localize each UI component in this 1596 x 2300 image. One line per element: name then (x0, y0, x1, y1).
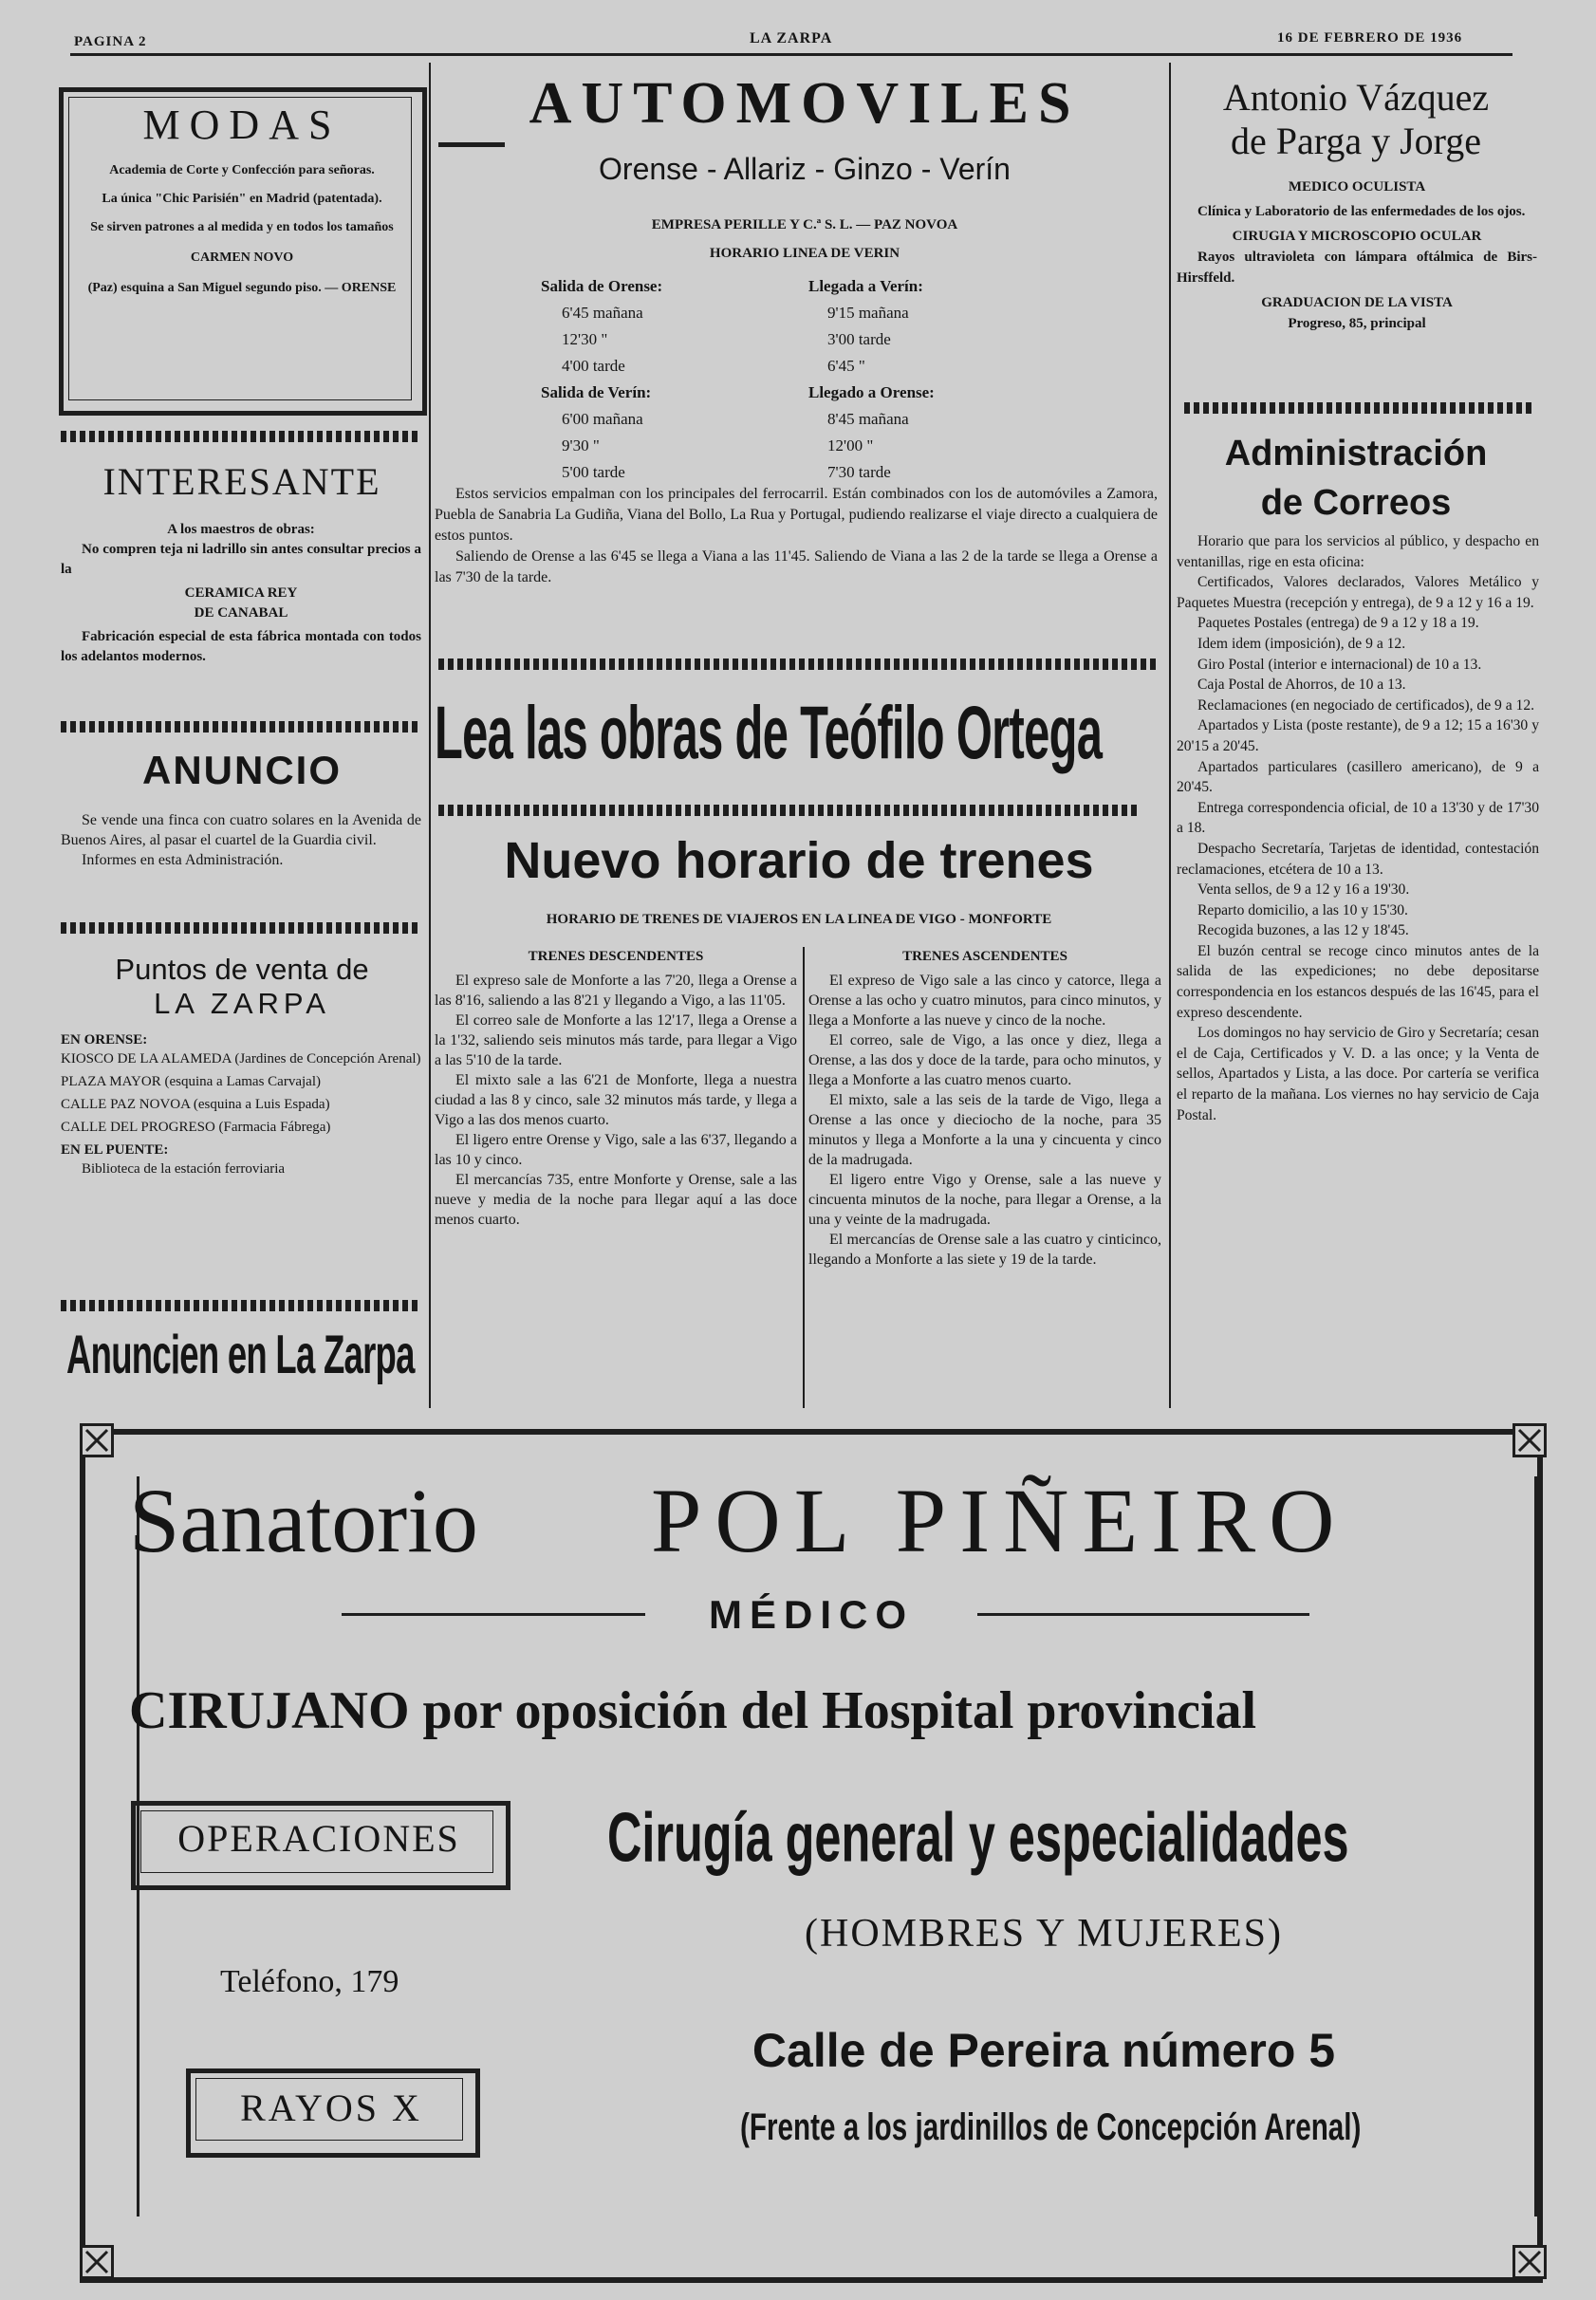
column-rule (1169, 63, 1171, 1408)
medico-name-line: de Parga y Jorge (1230, 120, 1482, 162)
lea-ortega-banner: Lea las obras de Teófilo Ortega (435, 691, 1103, 774)
asc-item: El correo, sale de Vigo, a las once y diez, llega a Orense, a las dos y doce de la tarde, para ocho minutos, y llega a Monforte a las cuatro menos cuarto. (808, 1032, 1161, 1088)
automoviles-horario: HORARIO LINEA DE VERIN (709, 246, 900, 261)
desc-item: El ligero entre Orense y Vigo, sale a las 6'37, llegando a las 10 y cinco. (435, 1132, 797, 1168)
correos-para: Los domingos no hay servicio de Giro y Secretaría; cesan el de Caja, Certificados y V. D. a las once; y la Venta de sellos, Apartados y Lista, a las doce. Por cartería se verifica el reparto de la mañana. Los viernes no hay servicio de Caja Postal. (1177, 1025, 1539, 1123)
puntos-item: KIOSCO DE LA ALAMEDA (Jardines de Concepción Arenal) (61, 1051, 421, 1067)
sanatorio-cirujano: CIRUJANO por oposición del Hospital provincial (129, 1681, 1257, 1740)
medico-name-line: Antonio Vázquez (1222, 76, 1490, 119)
puntos-title-line: Puntos de venta de (115, 953, 369, 986)
desc-item: El expreso sale de Monforte a las 7'20, llega a Orense a las 8'16, saliendo a las 8'21 y llegando a Vigo, a las 11'05. (435, 973, 797, 1009)
sanatorio-word: Sanatorio (129, 1470, 478, 1571)
schedule-cell: 8'45 mañana (827, 410, 909, 428)
interesante-line: No compren teja ni ladrillo sin antes consultar precios a la (61, 542, 421, 577)
medico-line: CIRUGIA Y MICROSCOPIO OCULAR (1232, 229, 1482, 244)
correos-para: Apartados particulares (casillero americano), de 9 a 20'45. (1177, 758, 1539, 796)
automoviles-note: Saliendo de Orense a las 6'45 se llega a Viana a las 11'45. Saliendo de Viana a las 2 de la tarde se llega a Orense a las 7'30 de la tarde. (435, 548, 1158, 585)
medico-title: MEDICO OCULISTA (1288, 179, 1426, 195)
schedule-header: Salida de Verín: (541, 383, 652, 401)
schedule-cell: 9'30 " (562, 436, 600, 454)
newspaper-name: LA ZARPA (750, 30, 833, 46)
modas-body (78, 161, 406, 298)
title-underline (438, 142, 505, 147)
modas-name: CARMEN NOVO (190, 250, 294, 265)
correos-para: Entrega correspondencia oficial, de 10 a 13'30 y de 17'30 a 18. (1177, 799, 1539, 837)
correos-title-line: de Correos (1260, 483, 1452, 523)
schedule-cell: 3'00 tarde (827, 330, 891, 348)
column-rule (429, 63, 431, 1408)
column-rule (803, 947, 805, 1408)
divider (438, 805, 1141, 816)
correos-para: El buzón central se recoge cinco minutos antes de la salida de las expediciones; no debe depositarse correspondencia en los estancos después de las 16'45, para el expreso descendente. (1177, 942, 1539, 1021)
schedule-header: Llegada a Verín: (808, 277, 923, 295)
modas-title: MODAS (142, 102, 342, 148)
rayos-label: RAYOS X (240, 2087, 422, 2129)
sanatorio-cirugia: Cirugía general y especialidades (607, 1798, 1349, 1877)
medico-line: Rayos ultravioleta con lámpara oftálmica de Birs-Hirsffeld. (1177, 250, 1537, 286)
automoviles-route: Orense - Allariz - Ginzo - Verín (599, 152, 1011, 186)
divider (61, 922, 421, 934)
desc-item: El correo sale de Monforte a las 12'17, llega a Orense a la 1'32, saliendo seis minutos más tarde, para llegar a Vigo a las 5'10 de la tarde. (435, 1012, 797, 1068)
divider (61, 1300, 421, 1311)
interesante-title: INTERESANTE (102, 460, 381, 503)
desc-item: El mixto sale a las 6'21 de Monforte, llega a nuestra ciudad a las 8 y cinco, sale 32 minutos más tarde, y llega a Vigo a las dos menos cuarto. (435, 1072, 797, 1128)
puntos-item: PLAZA MAYOR (esquina a Lamas Carvajal) (61, 1074, 321, 1089)
interesante-line: Fabricación especial de esta fábrica montada con todos los adelantos modernos. (61, 629, 421, 664)
medico-name (1171, 76, 1541, 163)
sanatorio-telefono: Teléfono, 179 (220, 1964, 399, 1999)
schedule-cell: 6'45 " (827, 357, 865, 375)
schedule-cell: 4'00 tarde (562, 357, 625, 375)
asc-item: El mercancías de Orense sale a las cuatro y cinticinco, llegando a Monforte a las siete y 19 de la tarde. (808, 1232, 1161, 1268)
correos-para: Reparto domicilio, a las 10 y 15'30. (1197, 901, 1408, 918)
schedule-cell: 9'15 mañana (827, 304, 909, 322)
puntos-section: EN ORENSE: (61, 1032, 148, 1048)
trenes-subtitle: HORARIO DE TRENES DE VIAJEROS EN LA LINEA DE VIGO - MONFORTE (546, 912, 1052, 927)
medico-body (1177, 176, 1537, 334)
schedule-header: Salida de Orense: (541, 277, 663, 295)
anuncio-body (61, 810, 421, 870)
correos-para: Horario que para los servicios al público, y despacho en ventanillas, rige en esta oficina: (1177, 533, 1539, 570)
sanatorio-frente: (Frente a los jardinillos de Concepción Arenal) (740, 2106, 1362, 2149)
corner-ornament (1512, 2245, 1547, 2279)
modas-line: Se sirven patrones a al medida y en todos los tamaños (90, 220, 394, 234)
correos-para: Paquetes Postales (entrega) de 9 a 12 y 18 a 19. (1197, 615, 1479, 632)
schedule-cell: 12'30 " (562, 330, 608, 348)
puntos-item: CALLE DEL PROGRESO (Farmacia Fábrega) (61, 1120, 331, 1135)
automoviles-note: Estos servicios empalman con los principales del ferrocarril. Están combinados con los de automóviles a Zamora, Puebla de Sanabria La Gudiña, Viana del Bollo, La Rua y Portugal, pudiendo realizarse el viaje directo a cualquiera de estos puntos. (435, 486, 1158, 544)
interesante-line: A los maestros de obras: (167, 522, 315, 537)
header-rule (70, 53, 1512, 56)
medico-line: GRADUACION DE LA VISTA (1261, 295, 1453, 310)
interesante-company: CERAMICA REY (184, 585, 298, 601)
schedule-cell: 5'00 tarde (562, 463, 625, 481)
medico-rule (342, 1613, 645, 1616)
puntos-item: CALLE PAZ NOVOA (esquina a Luis Espada) (61, 1097, 330, 1112)
asc-title: TRENES ASCENDENTES (902, 949, 1067, 964)
correos-para: Recogida buzones, a las 12 y 18'45. (1197, 922, 1409, 939)
automoviles-notes (435, 484, 1158, 588)
anuncio-text: Se vende una finca con cuatro solares en la Avenida de Buenos Aires, al pasar el cuartel de la Guardia civil. (61, 812, 421, 848)
schedule-table (438, 273, 1160, 486)
schedule-header: Llegado a Orense: (808, 383, 935, 401)
correos-para: Idem idem (imposición), de 9 a 12. (1197, 635, 1406, 652)
correos-para: Reclamaciones (en negociado de certificados), de 9 a 12. (1197, 696, 1535, 714)
correos-para: Despacho Secretaría, Tarjetas de identidad, contestación reclamaciones, etcétera de 10 a 13. (1177, 840, 1539, 878)
correos-body (1177, 531, 1539, 1125)
schedule-cell: 7'30 tarde (827, 463, 891, 481)
puntos-item: Biblioteca de la estación ferroviaria (82, 1161, 286, 1177)
automoviles-empresa: EMPRESA PERILLE Y C.ª S. L. — PAZ NOVOA (651, 217, 958, 232)
anuncien-slogan: Anuncien en La Zarpa (66, 1324, 415, 1385)
correos-para: Certificados, Valores declarados, Valores Metálico y Paquetes Muestra (recepción y entrega), de 9 a 12 y 16 a 19. (1177, 574, 1539, 611)
puntos-title (57, 953, 427, 1021)
corner-ornament (80, 1423, 114, 1457)
operaciones-label: OPERACIONES (177, 1817, 460, 1860)
trenes-descendentes (435, 947, 797, 1230)
interesante-company-place: DE CANABAL (194, 605, 288, 621)
correos-para: Giro Postal (interior e internacional) de 10 a 13. (1197, 656, 1482, 673)
modas-line: Academia de Corte y Confección para señoras. (109, 163, 375, 177)
automoviles-title: AUTOMOVILES (529, 71, 1081, 136)
asc-item: El expreso de Vigo sale a las cinco y catorce, llega a Orense a las ocho y cuatro minutos, para cinco minutos, y llega a Monforte a las nueve y cinco de la noche. (808, 973, 1161, 1029)
schedule-cell: 6'00 mañana (562, 410, 643, 428)
divider (61, 431, 421, 442)
anuncio-info: Informes en esta Administración. (82, 852, 284, 868)
trenes-ascendentes (808, 947, 1161, 1270)
issue-date: 16 DE FEBRERO DE 1936 (1277, 30, 1463, 46)
asc-item: El ligero entre Vigo y Orense, sale a las nueve y cincuenta minutos de la noche, para llegar a Orense, a la una y veinte de la madrugada. (808, 1172, 1161, 1228)
corner-ornament (80, 2245, 114, 2279)
puntos-title-paper: LA ZARPA (154, 987, 330, 1020)
divider (61, 721, 421, 733)
schedule-cell: 6'45 mañana (562, 304, 643, 322)
medico-rule (977, 1613, 1309, 1616)
schedule-cell: 12'00 " (827, 436, 874, 454)
sanatorio-name: POL PIÑEIRO (651, 1470, 1348, 1571)
anuncio-title: ANUNCIO (142, 748, 342, 792)
medico-line: Clínica y Laboratorio de las enfermedades de los ojos. (1197, 204, 1526, 219)
trenes-title: Nuevo horario de trenes (504, 832, 1094, 889)
sanatorio-hym: (HOMBRES Y MUJERES) (805, 1912, 1283, 1956)
modas-address: (Paz) esquina a San Miguel segundo piso. — ORENSE (87, 281, 397, 295)
interesante-body (61, 520, 421, 667)
sanatorio-medico: MÉDICO (709, 1592, 914, 1637)
correos-para: Caja Postal de Ahorros, de 10 a 13. (1197, 677, 1406, 694)
correos-title (1171, 429, 1541, 528)
divider (438, 658, 1158, 670)
puntos-list (61, 1030, 421, 1178)
puntos-section: EN EL PUENTE: (61, 1142, 169, 1158)
asc-item: El mixto, sale a las seis de la tarde de Vigo, llega a Orense a las once y dieciocho de la noche, para 35 minutos y llega a Monforte a la una y cincuenta y cinco de la madrugada. (808, 1092, 1161, 1168)
correos-para: Venta sellos, de 9 a 12 y 16 a 19'30. (1197, 881, 1410, 899)
corner-ornament (1512, 1423, 1547, 1457)
sanatorio-calle: Calle de Pereira número 5 (752, 2024, 1336, 2077)
desc-item: El mercancías 735, entre Monforte y Orense, sale a las nueve y media de la noche para llegar aquí a las doce menos cuarto. (435, 1172, 797, 1228)
divider (1184, 402, 1535, 414)
page-number: PAGINA 2 (74, 34, 147, 49)
medico-address: Progreso, 85, principal (1288, 316, 1426, 331)
correos-title-line: Administración (1224, 434, 1488, 473)
modas-line: La única "Chic Parisién" en Madrid (patentada). (102, 192, 382, 206)
desc-title: TRENES DESCENDENTES (528, 949, 704, 964)
correos-para: Apartados y Lista (poste restante), de 9 a 12; 15 a 16'30 y 20'15 a 20'45. (1177, 717, 1539, 754)
